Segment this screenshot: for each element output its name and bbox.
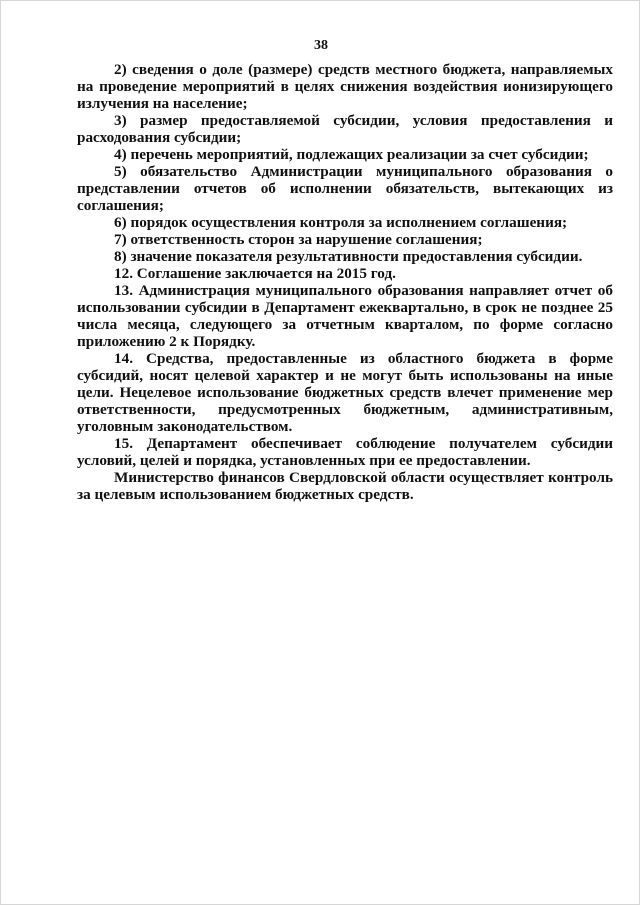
page-number: 38 xyxy=(314,38,328,53)
paragraph-clause-14: 14. Средства, предоставленные из областного бюджета в форме субсидий, носят целевой характер и не могут быть использованы на иные цели. Нецелевое использование бюджетных средств влечет применение мер ответственности, предусмотренных бюджетным, административным, уголовным законодательством. xyxy=(77,350,613,435)
paragraph-clause-15: 15. Департамент обеспечивает соблюдение получателем субсидии условий, целей и порядка, установленных при ее предоставлении. xyxy=(77,435,613,469)
paragraph-item-2: 2) сведения о доле (размере) средств местного бюджета, направляемых на проведение мероприятий в целях снижения воздействия ионизирующего излучения на население; xyxy=(77,61,613,112)
paragraph-item-8: 8) значение показателя результативности предоставления субсидии. xyxy=(114,248,583,265)
paragraph-item-7: 7) ответственность сторон за нарушение соглашения; xyxy=(114,231,483,248)
document-body xyxy=(77,61,613,503)
paragraph-clause-13: 13. Администрация муниципального образования направляет отчет об использовании субсидии в Департамент ежеквартально, в срок не позднее 25 числа месяца, следующего за отчетным кварталом, по форме согласно приложению 2 к Порядку. xyxy=(77,282,613,350)
paragraph-ministry-control: Министерство финансов Свердловской области осуществляет контроль за целевым использованием бюджетных средств. xyxy=(77,469,613,503)
paragraph-item-3: 3) размер предоставляемой субсидии, условия предоставления и расходования субсидии; xyxy=(77,112,613,146)
paragraph-item-5: 5) обязательство Администрации муниципального образования о представлении отчетов об исполнении обязательств, вытекающих из соглашения; xyxy=(77,163,613,214)
paragraph-clause-12: 12. Соглашение заключается на 2015 год. xyxy=(114,265,396,282)
paragraph-item-4: 4) перечень мероприятий, подлежащих реализации за счет субсидии; xyxy=(114,146,589,163)
paragraph-item-6: 6) порядок осуществления контроля за исполнением соглашения; xyxy=(114,214,568,231)
